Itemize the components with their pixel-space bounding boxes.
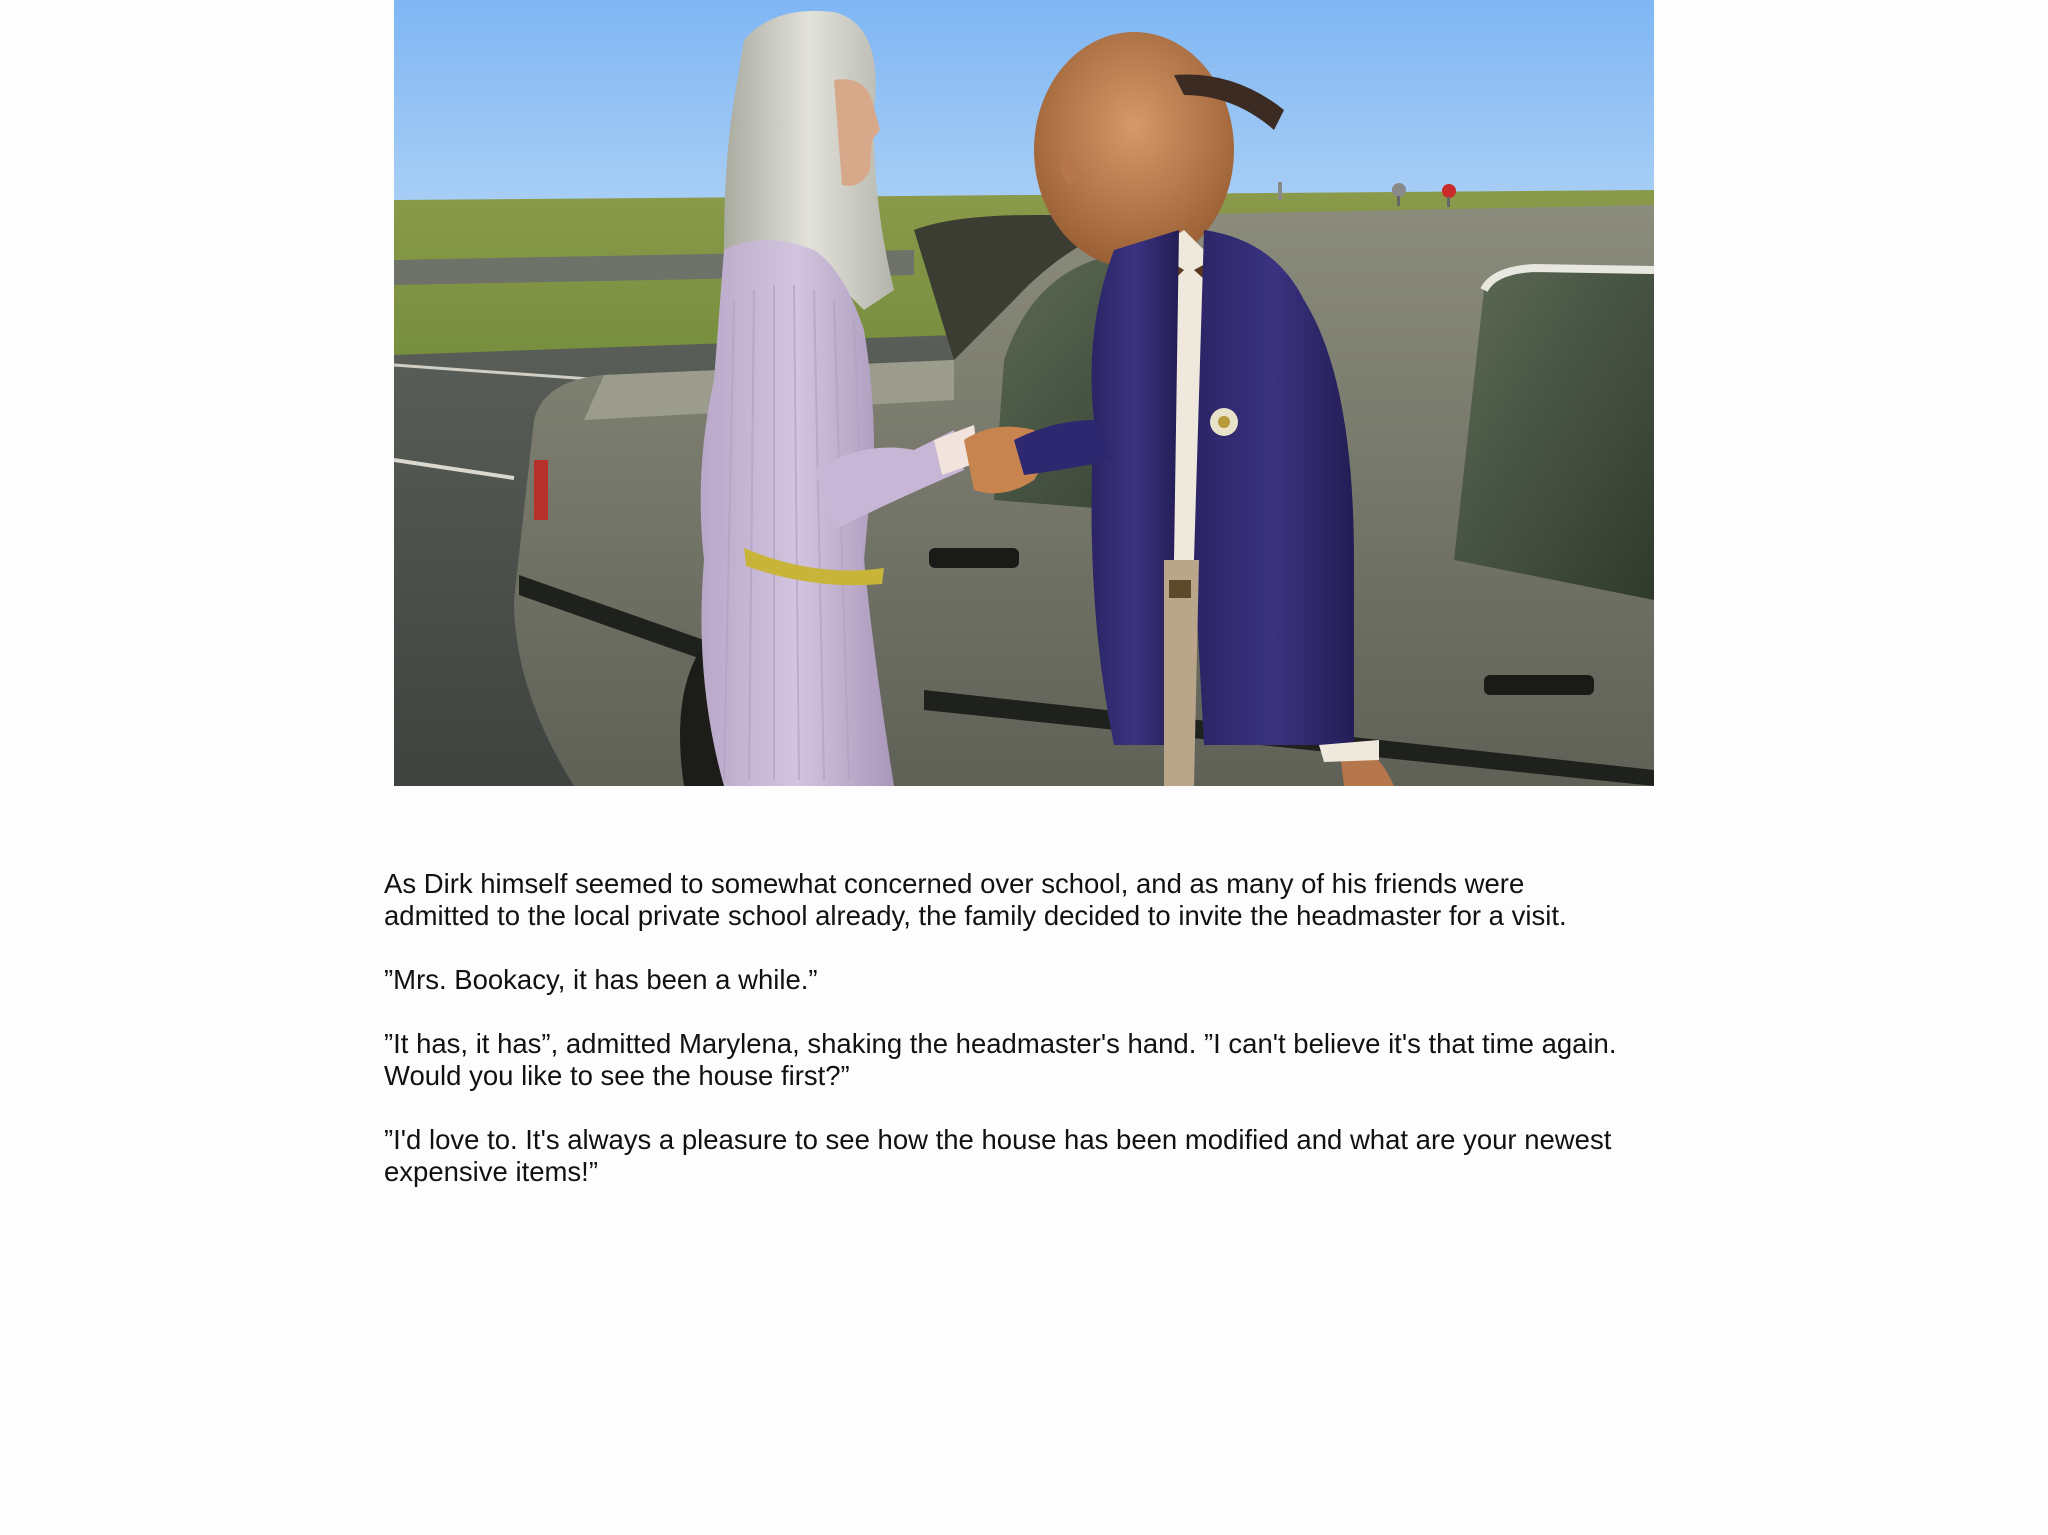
paragraph-headmaster-reply — [384, 1124, 1684, 1188]
paragraph-headmaster-reply-line-2: expensive items!” — [384, 1156, 598, 1187]
paragraph-marylena-reply-line-1: ”It has, it has”, admitted Marylena, shaking the headmaster's hand. ”I can't believe it's that time again. — [384, 1028, 1617, 1059]
paragraph-marylena-reply — [384, 1028, 1684, 1092]
paragraph-marylena-reply-line-2: Would you like to see the house first?” — [384, 1060, 850, 1091]
sims-screenshot-handshake-image — [394, 0, 1654, 786]
story-text — [384, 868, 1684, 1220]
paragraph-headmaster-greeting-line-1: ”Mrs. Bookacy, it has been a while.” — [384, 964, 818, 995]
paragraph-intro-line-2: admitted to the local private school already, the family decided to invite the headmaster for a visit. — [384, 900, 1567, 931]
paragraph-intro-line-1: As Dirk himself seemed to somewhat concerned over school, and as many of his friends were — [384, 868, 1525, 899]
paragraph-headmaster-reply-line-1: ”I'd love to. It's always a pleasure to see how the house has been modified and what are your newest — [384, 1124, 1612, 1155]
scene-image — [394, 0, 1654, 786]
paragraph-headmaster-greeting — [384, 964, 1684, 996]
paragraph-intro — [384, 868, 1684, 932]
